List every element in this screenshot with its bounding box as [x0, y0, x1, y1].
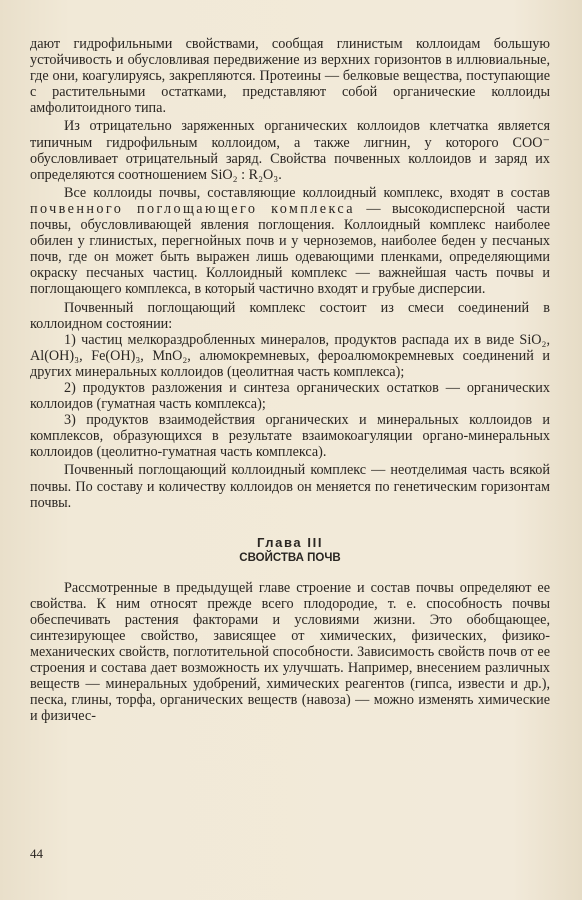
paragraph-colloids-continuation: дают гидрофильными свойствами, сообщая глинистым коллоидам большую устойчивость и обусловливая передвижение из верхних горизонтов в иллювиальные, где они, коагулируясь, закрепляются. Протеины — белковые вещества, поступающие с растительными остатками, представляют собой органические коллоиды амфолитоидного типа.: [30, 36, 550, 117]
list-item-organo-mineral: 3) продуктов взаимодействия органических и минеральных коллоидов и комплексов, образующихся в результате взаимокоагуляции органо-минеральных коллоидов (цеолитно-гуматная часть комплекса).: [30, 412, 550, 461]
list-item-mineral: 1) частиц мелкораздробленных минералов, продуктов распада их в виде SiO₂, Al(OH)₃, Fe(OH)₃, MnO₂, алюмокремневых, фероалюмокремневых соединений и других минеральных коллоидов (цеолитная часть комплекса);: [30, 331, 550, 380]
chapter-number: Глава III: [256, 534, 324, 550]
page-number: 44: [30, 846, 43, 861]
paragraph-colloid-complex-text-b: — высокодисперсной части почвы, обусловливающей явления поглощения. Коллоидный комплекс наиболее обилен у глинистых, перегнойных почв и у черноземов, наиболее беден у песчаных почв, где он может быть выражен лишь одевающими пленками, определяющими окраску песчаных частиц. Коллоидный комплекс — важнейшая часть почвы и поглощающего комплекса, в который частично входят и грубые дисперсии.: [30, 200, 550, 298]
paragraph-colloid-complex-text-a: Все коллоиды почвы, составляющие коллоидный комплекс, входят в состав: [64, 184, 550, 201]
paragraph-organic-colloids: Из отрицательно заряженных органических коллоидов клетчатка является типичным гидрофильным коллоидом, а также лигнин, у которого COO⁻ обусловливает отрицательный заряд. Свойства почвенных коллоидов и заряд их определяются соотношением SiO₂ : R₂O₃.: [30, 118, 550, 183]
list-item-organic: 2) продуктов разложения и синтеза органических остатков — органических коллоидов (гуматная часть комплекса);: [30, 379, 550, 413]
paragraph-complex-composition: Почвенный поглощающий комплекс состоит из смеси соединений в коллоидном состоянии:: [30, 299, 550, 332]
paragraph-colloid-complex: [30, 185, 550, 298]
chapter-title: СВОЙСТВА ПОЧВ: [239, 551, 341, 564]
paragraph-complex-summary: Почвенный поглощающий коллоидный комплекс — неотделимая часть всякой почвы. По составу и количеству коллоидов он меняется по генетическим горизонтам почвы.: [30, 462, 550, 511]
paragraph-soil-properties: Рассмотренные в предыдущей главе строение и состав почвы определяют ее свойства. К ним относят прежде всего плодородие, т. е. способность почвы обеспечивать растения факторами и условиями жизни. Это обобщающее, синтезирующее свойство, зависящее от химических, физических, физико-механических свойств, поглотительной способности. Зависимость свойств почв от ее строения и состава дает возможность их улучшать. Например, внесением различных веществ — минеральных удобрений, химических реагентов (гипса, извести и др.), песка, глины, торфа, органических веществ (навоза) — можно изменять химические и физичес-: [30, 579, 550, 725]
term-soil-absorbing-complex: почвенного поглощающего комплекса: [30, 200, 355, 217]
